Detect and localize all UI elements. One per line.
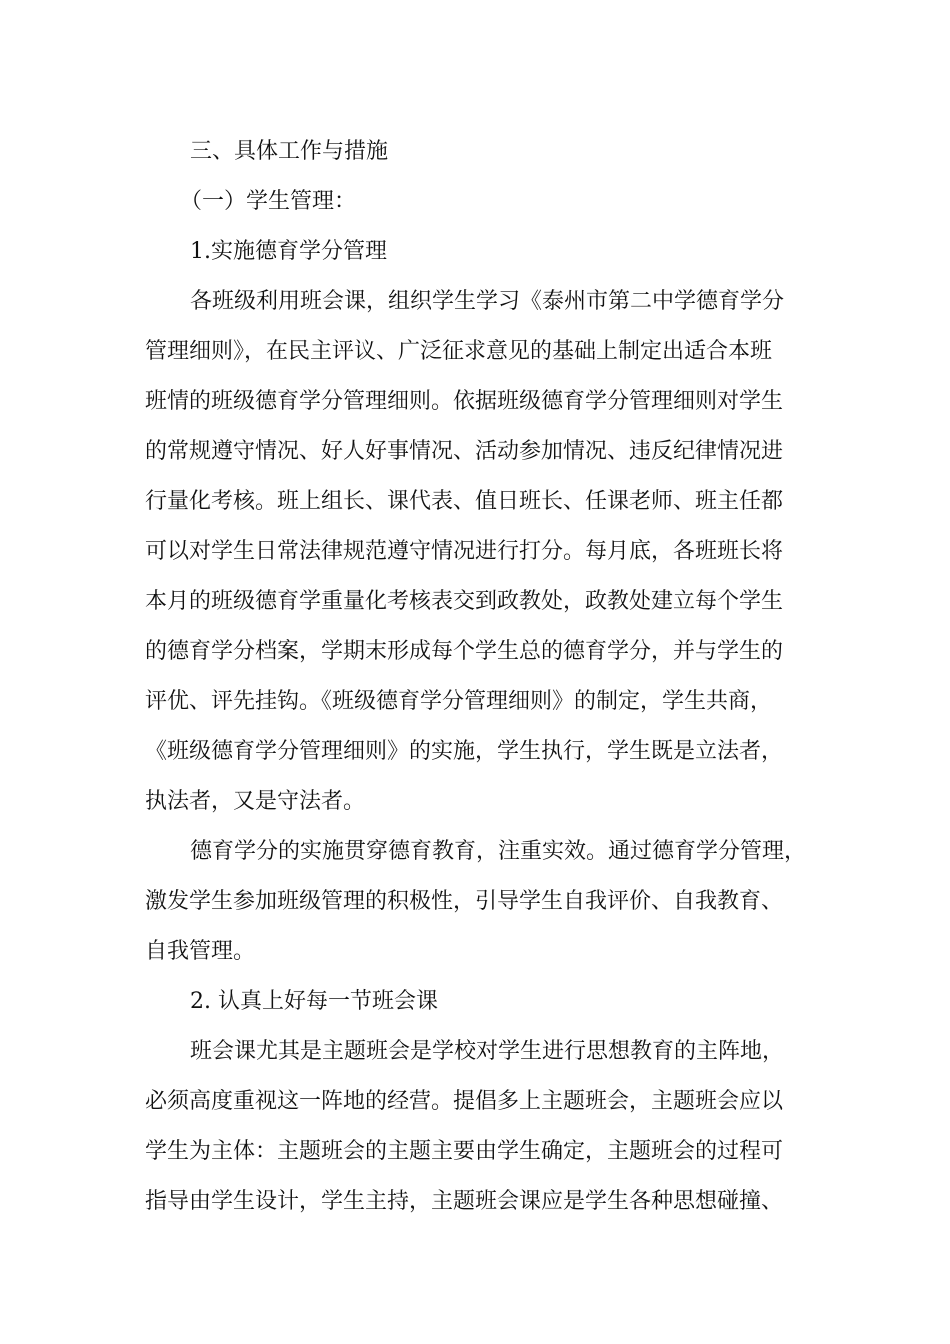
item-title-1: 1.实施德育学分管理 bbox=[190, 239, 387, 264]
paragraph-line: 的常规遵守情况、好人好事情况、活动参加情况、违反纪律情况进 bbox=[145, 439, 784, 464]
paragraph-line: 的德育学分档案，学期末形成每个学生总的德育学分，并与学生的 bbox=[145, 639, 784, 664]
paragraph-line: 德育学分的实施贯穿德育教育，注重实效。通过德育学分管理， bbox=[190, 839, 807, 864]
paragraph-line: 评优、评先挂钩。《班级德育学分管理细则》的制定，学生共商， bbox=[145, 689, 773, 714]
paragraph-line: 班会课尤其是主题班会是学校对学生进行思想教育的主阵地， bbox=[190, 1039, 785, 1064]
paragraph-line: 指导由学生设计，学生主持，主题班会课应是学生各种思想碰撞、 bbox=[145, 1189, 784, 1214]
paragraph-line: 本月的班级德育学重量化考核表交到政教处，政教处建立每个学生 bbox=[145, 589, 784, 614]
paragraph-line: 执法者，又是守法者。 bbox=[145, 789, 366, 814]
paragraph-line: 管理细则》，在民主评议、广泛征求意见的基础上制定出适合本班 bbox=[145, 339, 773, 364]
paragraph-line: 学生为主体：主题班会的主题主要由学生确定，主题班会的过程可 bbox=[145, 1139, 784, 1164]
paragraph-line: 激发学生参加班级管理的积极性，引导学生自我评价、自我教育、 bbox=[145, 889, 784, 914]
paragraph-line: 必须高度重视这一阵地的经营。提倡多上主题班会，主题班会应以 bbox=[145, 1089, 784, 1114]
subsection-heading: （一）学生管理： bbox=[180, 189, 357, 214]
paragraph-line: 班情的班级德育学分管理细则。依据班级德育学分管理细则对学生 bbox=[145, 389, 784, 414]
paragraph-line: 各班级利用班会课，组织学生学习《泰州市第二中学德育学分 bbox=[190, 289, 785, 314]
item-title-2: 2. 认真上好每一节班会课 bbox=[190, 989, 438, 1014]
paragraph-line: 自我管理。 bbox=[145, 939, 256, 964]
paragraph-line: 行量化考核。班上组长、课代表、值日班长、任课老师、班主任都 bbox=[145, 489, 784, 514]
paragraph-line: 《班级德育学分管理细则》的实施，学生执行，学生既是立法者， bbox=[145, 739, 784, 764]
paragraph-line: 可以对学生日常法律规范遵守情况进行打分。每月底，各班班长将 bbox=[145, 539, 784, 564]
section-heading: 三、具体工作与措施 bbox=[190, 139, 389, 164]
